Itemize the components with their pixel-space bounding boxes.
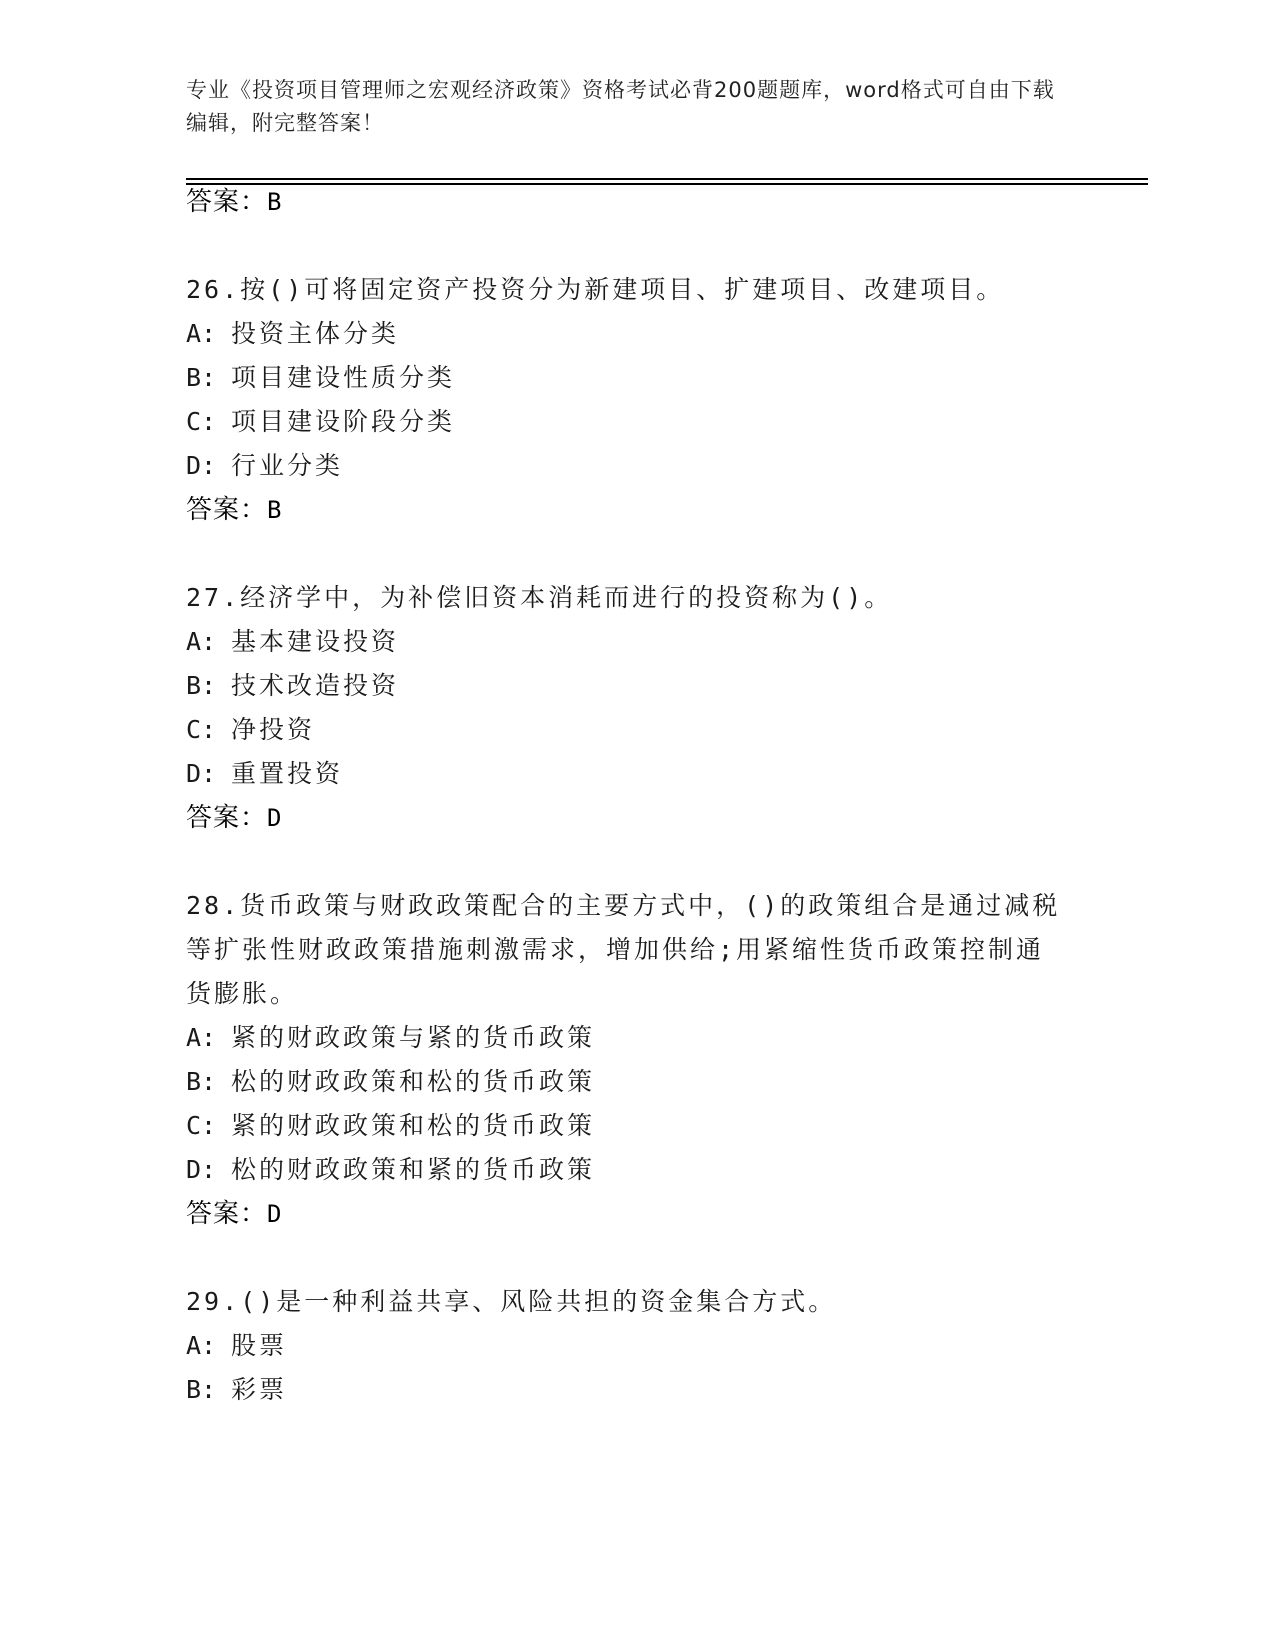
answer-label: 答案： — [186, 187, 268, 217]
option-letter: D: — [186, 1155, 217, 1184]
option-a — [186, 1330, 287, 1362]
question-stem: 29.()是一种利益共享、风险共担的资金集合方式。 — [186, 1287, 837, 1316]
answer-value: D — [267, 804, 283, 832]
header-divider-second — [186, 183, 1148, 185]
question-stem: 26.按()可将固定资产投资分为新建项目、扩建项目、改建项目。 — [186, 275, 1005, 304]
option-letter: B: — [186, 1375, 217, 1404]
option-a — [186, 318, 399, 350]
answer-label: 答案： — [186, 1199, 268, 1229]
option-b — [186, 670, 399, 702]
option-letter: D: — [186, 451, 217, 480]
option-letter: A: — [186, 319, 217, 348]
option-d — [186, 758, 343, 790]
option-text: 项目建设阶段分类 — [231, 407, 456, 436]
answer-label: 答案： — [186, 803, 268, 833]
option-letter: B: — [186, 671, 217, 700]
option-a — [186, 626, 399, 658]
option-text: 项目建设性质分类 — [231, 363, 456, 392]
option-letter: A: — [186, 1023, 217, 1052]
option-d — [186, 1154, 595, 1186]
option-text: 投资主体分类 — [231, 319, 400, 348]
option-letter: B: — [186, 1067, 217, 1096]
answer-value: D — [267, 1200, 283, 1228]
option-letter: A: — [186, 1331, 217, 1360]
answer-line — [186, 1198, 282, 1230]
option-text: 松的财政政策和紧的货币政策 — [231, 1155, 596, 1184]
option-b — [186, 1066, 595, 1098]
option-text: 松的财政政策和松的货币政策 — [231, 1067, 596, 1096]
option-c — [186, 1110, 595, 1142]
option-text: 股票 — [231, 1331, 288, 1360]
answer-label: 答案： — [186, 495, 268, 525]
option-letter: B: — [186, 363, 217, 392]
option-text: 净投资 — [231, 715, 316, 744]
header-divider — [186, 178, 1148, 180]
option-letter: C: — [186, 715, 217, 744]
option-text: 彩票 — [231, 1375, 288, 1404]
document-header — [186, 74, 1066, 140]
option-b — [186, 362, 455, 394]
header-intro: 专业《投资项目管理师之宏观经济政策》资格考试必背200题题库，word格式可自由下载编辑，附完整答案！ — [186, 78, 1055, 135]
option-text: 紧的财政政策和松的货币政策 — [231, 1111, 596, 1140]
question-stem-continued: 货膨胀。 — [186, 979, 299, 1008]
answer-line — [186, 186, 282, 218]
option-letter: D: — [186, 759, 217, 788]
option-d — [186, 450, 343, 482]
answer-line — [186, 802, 282, 834]
option-text: 技术改造投资 — [231, 671, 400, 700]
answer-line — [186, 494, 282, 526]
option-letter: C: — [186, 1111, 217, 1140]
option-text: 重置投资 — [231, 759, 344, 788]
option-c — [186, 406, 455, 438]
option-text: 基本建设投资 — [231, 627, 400, 656]
option-text: 紧的财政政策与紧的货币政策 — [231, 1023, 596, 1052]
question-stem-continued: 等扩张性财政政策措施刺激需求，增加供给;用紧缩性货币政策控制通 — [186, 935, 1045, 964]
answer-value: B — [267, 496, 283, 524]
answer-value: B — [267, 188, 283, 216]
option-letter: C: — [186, 407, 217, 436]
option-b — [186, 1374, 287, 1406]
question-stem: 28.货币政策与财政政策配合的主要方式中，()的政策组合是通过减税 — [186, 891, 1061, 920]
option-c — [186, 714, 315, 746]
option-letter: A: — [186, 627, 217, 656]
question-stem: 27.经济学中，为补偿旧资本消耗而进行的投资称为()。 — [186, 583, 893, 612]
option-a — [186, 1022, 595, 1054]
option-text: 行业分类 — [231, 451, 344, 480]
